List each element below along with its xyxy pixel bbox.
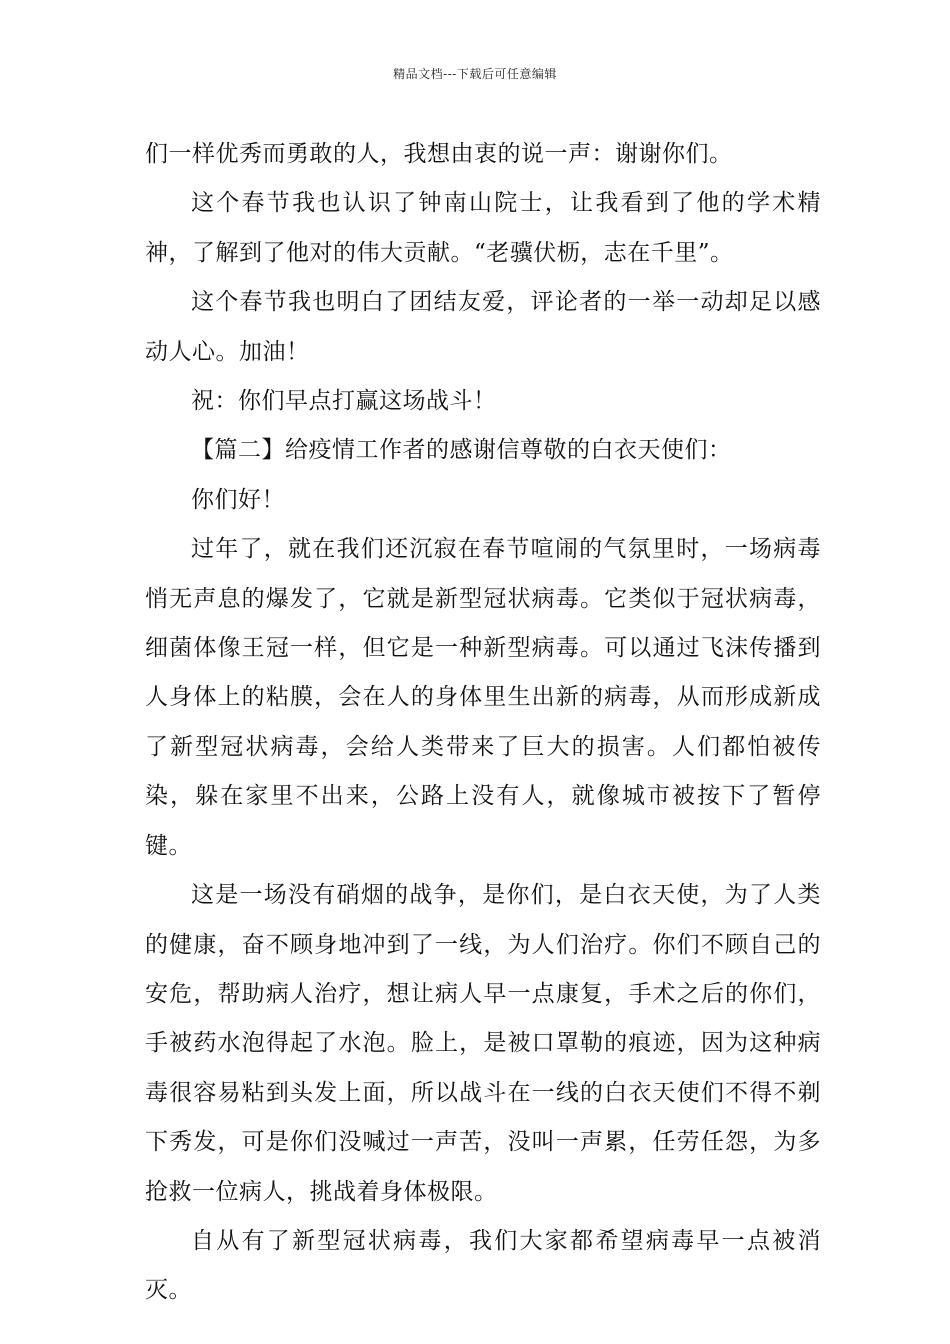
- paragraph: 你们好！: [191, 486, 285, 513]
- section-heading: 【篇二】给疫情工作者的感谢信尊敬的白衣天使们：: [191, 437, 732, 464]
- paragraph: 自从有了新型冠状病毒，我们大家都希望病毒早一点被消灭。: [145, 1227, 821, 1304]
- paragraph: 过年了，就在我们还沉寂在春节喧闹的气氛里时，一场病毒悄无声息的爆发了，它就是新型冠状病毒。它类似于冠状病毒，细菌体像王冠一样，但它是一种新型病毒。可以通过飞沫传播到人身体上的粘膜，会在人的身体里生出新的病毒，从而形成新成了新型冠状病毒，会给人类带来了巨大的损害。人们都怕被传染，躲在家里不出来，公路上没有人，就像城市被按下了暂停键。: [145, 536, 821, 859]
- paragraph: 这个春节我也明白了团结友爱，评论者的一举一动却足以感动人心。加油！: [145, 289, 821, 365]
- paragraph: 这是一场没有硝烟的战争，是你们，是白衣天使，为了人类的健康，奋不顾身地冲到了一线，为人们治疗。你们不顾自己的安危，帮助病人治疗，想让病人早一点康复，手术之后的你们，手被药水泡得起了水泡。脸上，是被口罩勒的痕迹，因为这种病毒很容易粘到头发上面，所以战斗在一线的白衣天使们不得不剃下秀发，可是你们没喊过一声苦，没叫一声累，任劳任怨，为多抢救一位病人，挑战着身体极限。: [145, 882, 821, 1205]
- page-header: 精品文档---下载后可任意编辑: [393, 67, 557, 81]
- paragraph: 祝：你们早点打赢这场战斗！: [191, 388, 497, 415]
- paragraph: 这个春节我也认识了钟南山院士，让我看到了他的学术精神，了解到了他对的伟大贡献。“老骥伏枥，志在千里”。: [145, 190, 821, 266]
- document-body: [145, 130, 821, 1316]
- paragraph: 们一样优秀而勇敢的人，我想由衷的说一声：谢谢你们。: [145, 141, 733, 167]
